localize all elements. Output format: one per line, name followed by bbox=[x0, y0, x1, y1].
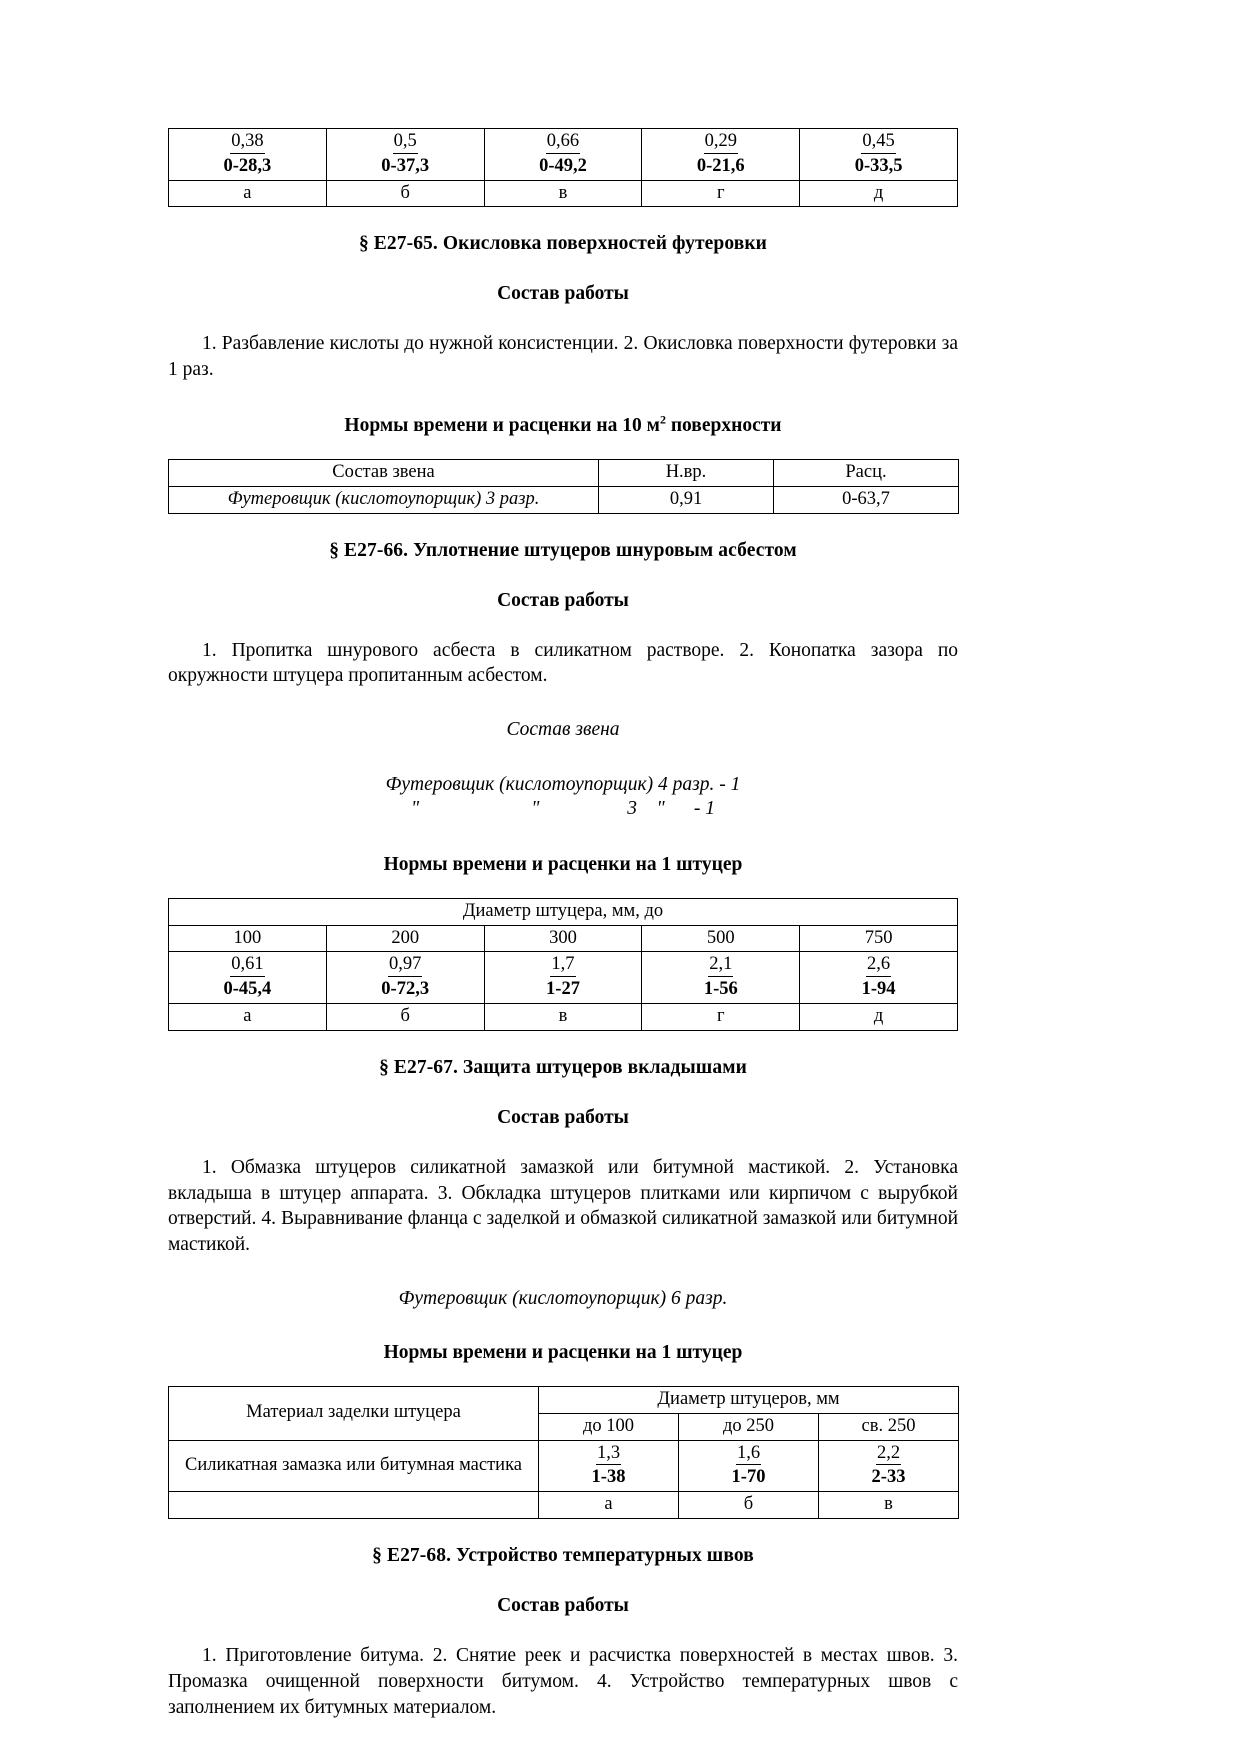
rate-cell bbox=[679, 1440, 819, 1492]
crew-heading-e27-66: Состав звена bbox=[506, 719, 620, 741]
rate-cell bbox=[642, 952, 800, 1004]
column-header: 100 bbox=[169, 925, 327, 952]
table-row bbox=[169, 952, 958, 1004]
rate-cell bbox=[169, 952, 327, 1004]
norms-heading-superscript: 2 bbox=[659, 412, 666, 427]
rate-cell bbox=[169, 129, 327, 181]
work-composition-heading: Состав работы bbox=[497, 1595, 629, 1617]
crew-line-e27-67: Футеровщик (кислотоупорщик) 6 разр. bbox=[398, 1287, 728, 1309]
table-row bbox=[169, 1440, 959, 1492]
column-letter: б bbox=[679, 1492, 819, 1519]
column-header: 500 bbox=[642, 925, 800, 952]
crew-value: Футеровщик (кислотоупорщик) 3 разр. bbox=[169, 486, 599, 513]
norm-value: 1,6 bbox=[736, 1443, 761, 1466]
section-title-e27-65: § Е27-65. Окисловка поверхностей футеровки bbox=[358, 233, 768, 255]
rate-cell bbox=[539, 1440, 679, 1492]
column-letter: д bbox=[800, 180, 958, 207]
work-composition-heading: Состав работы bbox=[497, 1106, 629, 1128]
column-header: св. 250 bbox=[819, 1413, 959, 1440]
norm-value: 2,1 bbox=[708, 954, 733, 977]
norms-heading-prefix: Нормы времени и расценки на 10 м bbox=[344, 414, 660, 436]
column-header-price: Расц. bbox=[774, 459, 959, 486]
price-value: 1-56 bbox=[703, 979, 738, 1000]
work-composition-text: 1. Пропитка шнурового асбеста в силикатном растворе. 2. Конопатка зазора по окружности штуцера пропитанным асбестом. bbox=[168, 639, 958, 687]
norms-table-e27-66 bbox=[168, 898, 958, 1031]
column-letter: а bbox=[169, 180, 327, 207]
span-header-diameter: Диаметр штуцеров, мм bbox=[539, 1386, 959, 1413]
price-value: 1-27 bbox=[546, 979, 580, 1000]
column-header: 300 bbox=[484, 925, 642, 952]
table-header-row bbox=[169, 925, 958, 952]
rate-cell bbox=[800, 952, 958, 1004]
price-value: 0-37,3 bbox=[381, 155, 430, 176]
column-letter: а bbox=[539, 1492, 679, 1519]
document-content bbox=[168, 128, 958, 1720]
column-header: 200 bbox=[326, 925, 484, 952]
table-header-row bbox=[169, 1386, 959, 1413]
section-title-e27-67: § Е27-67. Защита штуцеров вкладышами bbox=[379, 1056, 747, 1078]
norm-value: 2,6 bbox=[866, 954, 891, 977]
column-letter-empty bbox=[169, 1492, 539, 1519]
column-letter: б bbox=[326, 1004, 484, 1031]
norm-value: 0,29 bbox=[704, 131, 738, 154]
price-value: 0-49,2 bbox=[539, 155, 587, 176]
rate-cell bbox=[484, 129, 642, 181]
table-row bbox=[169, 1492, 959, 1519]
column-letter: г bbox=[642, 180, 800, 207]
norms-heading-e27-65 bbox=[168, 412, 958, 437]
column-letter: б bbox=[326, 180, 484, 207]
rate-cell bbox=[800, 129, 958, 181]
norms-heading-e27-66: Нормы времени и расценки на 1 штуцер bbox=[383, 853, 743, 875]
price-value: 1-38 bbox=[591, 1467, 626, 1488]
column-header-norm: Н.вр. bbox=[599, 459, 774, 486]
table-row bbox=[169, 486, 959, 513]
crew-line-2: " " 3 " - 1 bbox=[410, 798, 716, 820]
price-value: 1-70 bbox=[731, 1467, 766, 1488]
rate-cell bbox=[819, 1440, 959, 1492]
norm-value: 0,61 bbox=[230, 954, 264, 977]
price-value: 0-45,4 bbox=[223, 979, 272, 1000]
price-value: 0-33,5 bbox=[854, 155, 903, 176]
crew-list-e27-66 bbox=[168, 773, 958, 822]
norm-value: 2,2 bbox=[876, 1443, 901, 1466]
span-header-diameter: Диаметр штуцера, мм, до bbox=[169, 898, 958, 925]
column-header: до 250 bbox=[679, 1413, 819, 1440]
table-row bbox=[169, 180, 958, 207]
norm-value: 1,7 bbox=[550, 954, 575, 977]
price-value: 0-21,6 bbox=[696, 155, 745, 176]
norm-value: 0,66 bbox=[546, 131, 580, 154]
price-value: 0-72,3 bbox=[381, 979, 430, 1000]
price-value: 1-94 bbox=[861, 979, 896, 1000]
price-value: 0-63,7 bbox=[774, 486, 959, 513]
rate-cell bbox=[484, 952, 642, 1004]
rate-cell bbox=[326, 129, 484, 181]
rate-cell bbox=[642, 129, 800, 181]
norm-value: 0,97 bbox=[388, 954, 422, 977]
column-letter: в bbox=[484, 180, 642, 207]
norms-heading-suffix: поверхности bbox=[665, 414, 782, 436]
norm-value: 0,5 bbox=[393, 131, 418, 154]
work-composition-text: 1. Приготовление битума. 2. Снятие реек и расчистка поверхностей в местах швов. 3. Промазка очищенной поверхности битумом. 4. Устройство температурных швов с заполнением их битумных материалом. bbox=[168, 1645, 958, 1718]
price-value: 0-28,3 bbox=[223, 155, 272, 176]
crew-line-1: Футеровщик (кислотоупорщик) 4 разр. - 1 bbox=[385, 774, 741, 796]
work-composition-text: 1. Разбавление кислоты до нужной консистенции. 2. Окисловка поверхности футеровки за 1 раз. bbox=[168, 333, 958, 381]
section-title-e27-66: § Е27-66. Уплотнение штуцеров шнуровым асбестом bbox=[329, 539, 797, 561]
norms-heading-e27-67: Нормы времени и расценки на 1 штуцер bbox=[383, 1341, 743, 1363]
table-header-row bbox=[169, 459, 959, 486]
column-header-material: Материал заделки штуцера bbox=[169, 1386, 539, 1440]
work-composition-text: 1. Обмазка штуцеров силикатной замазкой или битумной мастикой. 2. Установка вкладыша в штуцер аппарата. 3. Обкладка штуцеров плитками или кирпичом с вырубкой отверстий. 4. Выравнивание фланца с заделкой и обмазкой силикатной замазкой или битумной мастикой. bbox=[168, 1156, 958, 1256]
column-letter: в bbox=[484, 1004, 642, 1031]
column-letter: в bbox=[819, 1492, 959, 1519]
work-composition-heading: Состав работы bbox=[497, 283, 629, 305]
continuation-rates-table bbox=[168, 128, 958, 207]
rate-cell bbox=[326, 952, 484, 1004]
table-header-row bbox=[169, 898, 958, 925]
column-letter: а bbox=[169, 1004, 327, 1031]
column-header-crew: Состав звена bbox=[169, 459, 599, 486]
work-composition-heading: Состав работы bbox=[497, 589, 629, 611]
section-title-e27-68: § Е27-68. Устройство температурных швов bbox=[372, 1545, 754, 1567]
material-value: Силикатная замазка или битумная мастика bbox=[169, 1440, 539, 1492]
column-header: до 100 bbox=[539, 1413, 679, 1440]
column-letter: г bbox=[642, 1004, 800, 1031]
norms-table-e27-67 bbox=[168, 1386, 959, 1519]
table-row bbox=[169, 1004, 958, 1031]
norms-table-e27-65 bbox=[168, 459, 959, 514]
column-header: 750 bbox=[800, 925, 958, 952]
norm-value: 1,3 bbox=[596, 1443, 621, 1466]
norm-value: 0,91 bbox=[599, 486, 774, 513]
table-row bbox=[169, 129, 958, 181]
norm-value: 0,38 bbox=[230, 131, 264, 154]
price-value: 2-33 bbox=[871, 1467, 906, 1488]
norm-value: 0,45 bbox=[861, 131, 895, 154]
column-letter: д bbox=[800, 1004, 958, 1031]
